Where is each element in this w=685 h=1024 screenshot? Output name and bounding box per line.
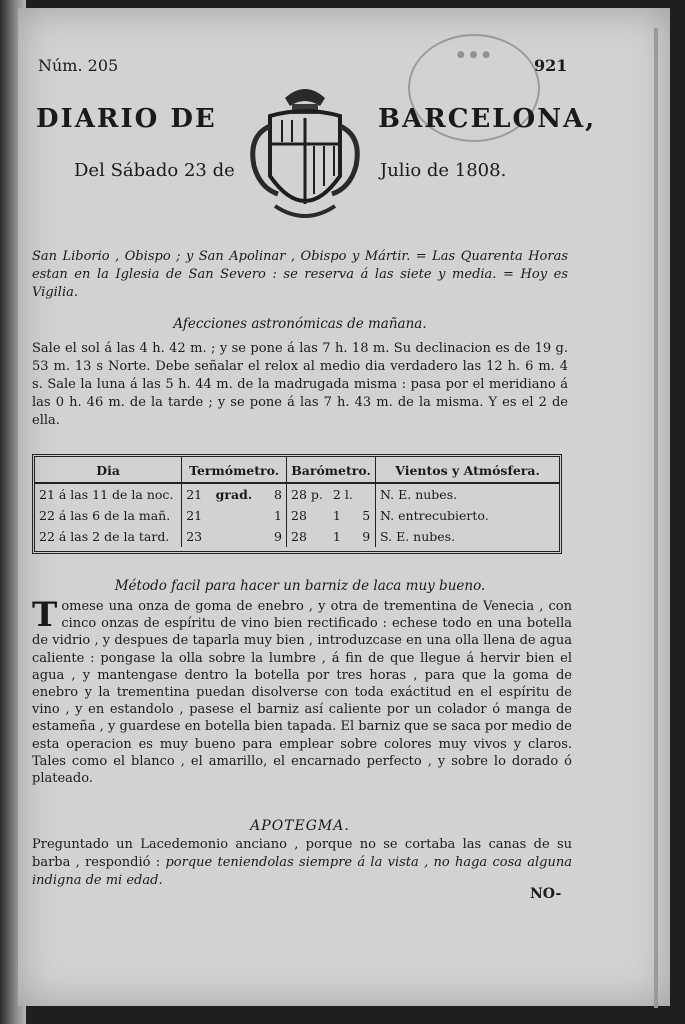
cell-ther-frac: 8 (266, 483, 286, 505)
apothegm-paragraph (32, 836, 572, 890)
col-header-barometro: Barómetro. (287, 457, 376, 483)
cell-baro-frac: 9 (358, 526, 375, 547)
cell-baro-p: 28 (291, 529, 307, 544)
col-header-termometro: Termómetro. (182, 457, 287, 483)
drop-cap: T (32, 595, 58, 635)
cell-ther-deg: 21 (186, 508, 203, 523)
page-number: 921 (534, 56, 568, 75)
masthead-title-right: BARCELONA, (378, 104, 597, 134)
cell-ther-unit (212, 526, 267, 547)
method-text: omese una onza de goma de enebro , y otra de trementina de Venecia , con cinco onzas de espíritu de vino bien rectificado : echese todo en una botella de vidrio , y despues de taparla muy bien , introduzcase en una olla llena de agua caliente : pongase la olla sobre la lumbre , á fin de que llegue á hervir bien el agua , y mantengase dentro la botella por tres horas , para que la goma de enebro y la trementina puedan disolverse con toda exáctitud en el espíritu de vino , y en estandolo , pasese el barniz así caliente por un colador ó manga de estameña , y guardese en botella bien tapada. El barniz que se saca por medio de esta operacion es muy bueno para emplear sobre colores muy vivos y claros. Tales como el blanco , el amarillo, el encarnado perfecto , y sobre lo dorado ó plateado. (32, 599, 572, 787)
cell-ther-deg: 21 (186, 487, 203, 502)
apothegm-heading: APOTEGMA. (250, 818, 350, 834)
col-header-vientos: Vientos y Atmósfera. (376, 457, 559, 483)
apothegm-quote: porque teniendolas siempre á la vista , no haga cosa alguna indigna de mi edad. (32, 855, 572, 888)
cell-vientos: N. entrecubierto. (380, 508, 489, 523)
weather-table (32, 454, 562, 554)
cell-vientos: N. E. nubes. (380, 487, 458, 502)
cell-baro-l: 1 (332, 508, 341, 523)
cell-baro-l: 1 (332, 529, 341, 544)
cell-ther-deg: 23 (186, 529, 203, 544)
col-header-dia: Dia (35, 457, 182, 483)
cell-baro-frac (358, 483, 375, 505)
cell-ther-frac: 9 (266, 526, 286, 547)
issue-number: Núm. 205 (38, 56, 119, 75)
cell-dia: 22 á las 2 de la tard. (35, 526, 182, 547)
cell-baro-p: 28 p. (291, 487, 323, 502)
table-row (35, 505, 559, 526)
date-line-right: Julio de 1808. (380, 160, 507, 181)
method-heading: Método facil para hacer un barniz de laca muy bueno. (114, 578, 486, 594)
cell-baro-l: 2 l. (332, 487, 353, 502)
astro-heading: Afecciones astronómicas de mañana. (173, 316, 427, 332)
cell-ther-unit: grad. (215, 487, 253, 502)
cell-baro-frac: 5 (358, 505, 375, 526)
masthead-title-left: DIARIO DE (36, 104, 217, 134)
barcelona-crest-icon (230, 76, 380, 236)
cell-ther-unit (212, 505, 267, 526)
table-row (35, 483, 559, 505)
cell-ther-frac: 1 (266, 505, 286, 526)
catchword: NO- (530, 886, 562, 902)
cell-baro-p: 28 (291, 508, 307, 523)
cell-vientos: S. E. nubes. (380, 529, 456, 544)
date-line-left: Del Sábado 23 de (74, 160, 235, 181)
apothegm-text: Preguntado un Lacedemonio anciano , porque no se cortaba las canas de su barba , respondió : (32, 837, 572, 870)
cell-dia: 21 á las 11 de la noc. (35, 483, 182, 505)
page-edge (654, 28, 658, 1008)
saints-paragraph: San Liborio , Obispo ; y San Apolinar , Obispo y Mártir. = Las Quarenta Horas estan en la Iglesia de San Severo : se reserva á las siete y media. = Hoy es Vigilia. (32, 249, 568, 300)
astro-paragraph: Sale el sol á las 4 h. 42 m. ; y se pone á las 7 h. 18 m. Su declinacion es de 19 g. 53 m. 13 s Norte. Debe señalar el relox al medio dia verdadero las 12 h. 6 m. 4 s. Sale la luna á las 5 h. 44 m. de la madrugada misma : pasa por el meridiano á las 0 h. 46 m. de la tarde ; y se pone á las 7 h. 43 m. de la misma. Y es el 2 de ella. (32, 341, 568, 428)
cell-dia: 22 á las 6 de la mañ. (35, 505, 182, 526)
table-row (35, 526, 559, 547)
method-paragraph (32, 595, 572, 787)
library-stamp: ● ● ● (408, 34, 540, 142)
